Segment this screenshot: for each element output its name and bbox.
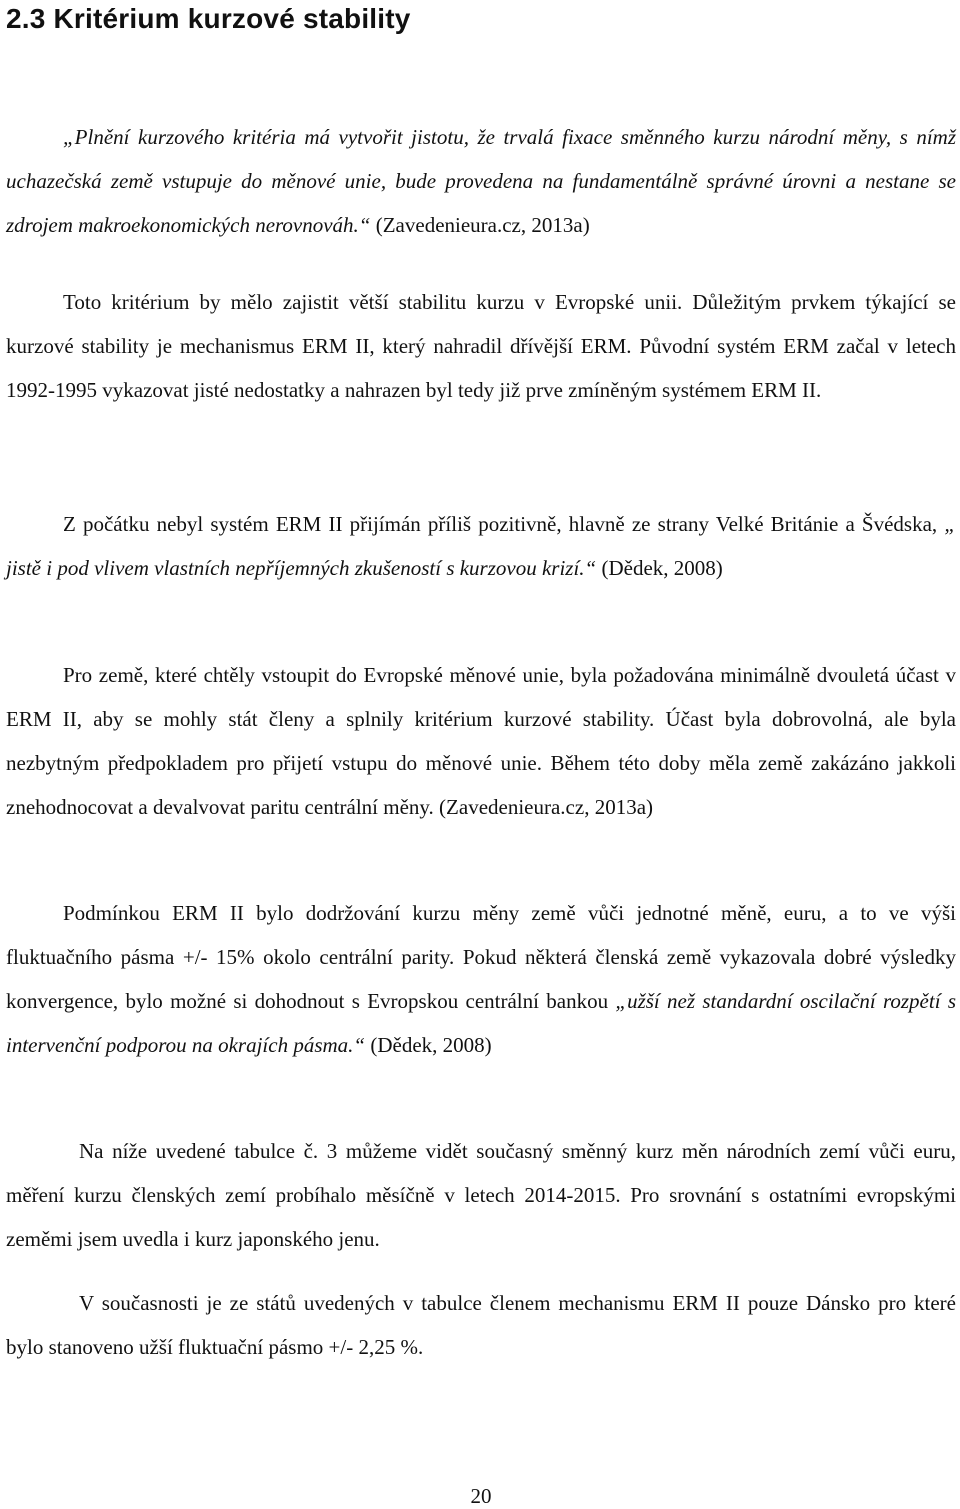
paragraph-4-text: Podmínkou ERM II bylo dodržování kurzu měny země vůči jednotné měně, euru, a to ve výši fluktuačního pásma +/- 15% okolo centrální parity. Pokud některá členská země vykazovala dobré výsledky konvergence, bylo možné si dohodnout s Evropskou centrální bankou bbox=[6, 901, 956, 1013]
paragraph-1: Toto kritérium by mělo zajistit větší stabilitu kurzu v Evropské unii. Důležitým prvkem týkající se kurzové stability je mechanismus ERM II, který nahradil dřívější ERM. Původní systém ERM začal v letech 1992-1995 vykazovat jisté nedostatky a nahrazen byl tedy již prve zmíněným systémem ERM II. bbox=[6, 290, 956, 402]
paragraph-4-quote: „užší než standardní oscilační rozpětí s intervenční podporou na okrajích pásma.“ bbox=[6, 989, 956, 1057]
paragraph-6: V současnosti je ze států uvedených v tabulce členem mechanismu ERM II pouze Dánsko pro které bylo stanoveno užší fluktuační pásmo +/- 2,25 %. bbox=[6, 1291, 956, 1359]
paragraph-5: Na níže uvedené tabulce č. 3 můžeme vidět současný směnný kurz měn národních zemí vůči euru, měření kurzu členských zemí probíhalo měsíčně v letech 2014-2015. Pro srovnání s ostatními evropskými zeměmi jsem uvedla i kurz japonského jenu. bbox=[6, 1139, 956, 1251]
paragraph-4-citation: (Dědek, 2008) bbox=[365, 1033, 492, 1057]
document-page bbox=[6, 0, 956, 1509]
quote-text: „Plnění kurzového kritéria má vytvořit jistotu, že trvalá fixace směnného kurzu národní měny, s nímž uchazečská země vstupuje do měnové unie, bude provedena na fundamentálně správné úrovni a nestane se zdrojem makroekonomických nerovnováh.“ bbox=[6, 125, 956, 237]
paragraph-2 bbox=[6, 502, 956, 590]
paragraph-2-text: Z počátku nebyl systém ERM II přijímán příliš pozitivně, hlavně ze strany Velké Británie a Švédska, bbox=[63, 512, 945, 536]
paragraph-4 bbox=[6, 891, 956, 1067]
page-number: 20 bbox=[470, 1484, 492, 1508]
paragraph-3: Pro země, které chtěly vstoupit do Evropské měnové unie, byla požadována minimálně dvouletá účast v ERM II, aby se mohly stát členy a splnily kritérium kurzové stability. Účast byla dobrovolná, ale byla nezbytným předpokladem pro přijetí vstupu do měnové unie. Během této doby měla země zakázáno jakkoli znehodnocovat a devalvovat paritu centrální měny. (Zavedenieura.cz, 2013a) bbox=[6, 663, 956, 819]
paragraph-2-citation: (Dědek, 2008) bbox=[596, 556, 723, 580]
paragraph-2-quote: „ jistě i pod vlivem vlastních nepříjemných zkušeností s kurzovou krizí.“ bbox=[6, 512, 956, 580]
section-heading: 2.3 Kritérium kurzové stability bbox=[6, 3, 411, 34]
quote-paragraph bbox=[6, 115, 956, 247]
quote-citation: (Zavedenieura.cz, 2013a) bbox=[370, 213, 590, 237]
